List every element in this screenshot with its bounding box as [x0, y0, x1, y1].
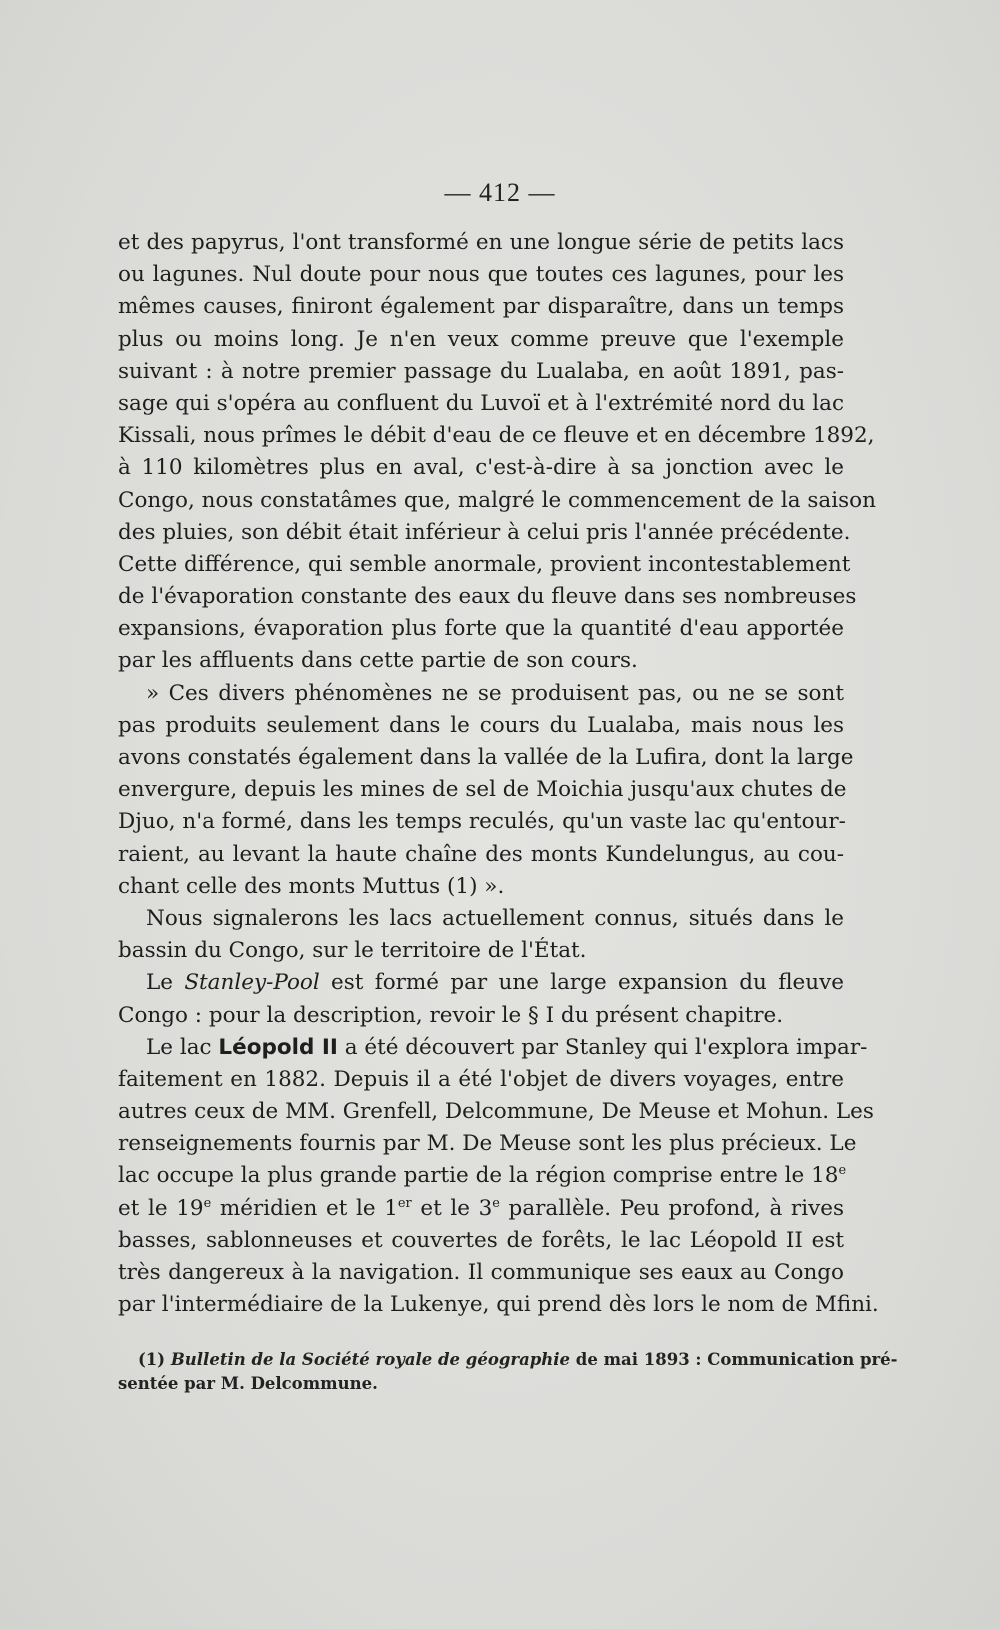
text-line-19: Djuo, n'a formé, dans les temps reculés, qu'un vaste lac qu'entour-: [118, 809, 846, 835]
meridian2-c: et le 3: [411, 1195, 493, 1221]
meridian2-sup1: e: [203, 1195, 212, 1211]
text-line-13: expansions, évaporation plus forte que la quantité d'eau apportée: [118, 616, 844, 642]
text-line-11: Cette différence, qui semble anormale, provient incontestablement: [118, 551, 851, 577]
text-line-1: et des papyrus, l'ont transformé en une longue série de petits lacs: [118, 230, 844, 255]
leopold-line-2: faitement en 1882. Depuis il a été l'objet de divers voyages, entre: [118, 1066, 844, 1092]
text-line-17: avons constatés également dans la vallée de la Lufira, dont la large: [118, 745, 854, 770]
leopold-line: [118, 1032, 868, 1064]
text-line-23: bassin du Congo, sur le territoire de l'État.: [118, 938, 587, 964]
text-line-15: » Ces divers phénomènes ne se produisent pas, ou ne se sont: [146, 680, 844, 706]
meridian-line-1: [118, 1160, 847, 1192]
text-line-8: à 110 kilomètres plus en aval, c'est-à-dire à sa jonction avec le: [118, 455, 844, 481]
meridian2-sup2: er: [397, 1195, 412, 1211]
footnote: [118, 1348, 898, 1396]
text-line-14: par les affluents dans cette partie de son cours.: [118, 648, 638, 674]
stanley-pre: Le: [146, 970, 185, 996]
footnote-line-2: sentée par M. Delcommune.: [118, 1374, 378, 1393]
text-line-7: Kissali, nous prîmes le débit d'eau de ce fleuve et en décembre 1892,: [118, 423, 875, 449]
leopold-name: Léopold II: [218, 1034, 338, 1060]
text-line-3: mêmes causes, finiront également par disparaître, dans un temps: [118, 294, 844, 320]
footnote-rest: de mai 1893 : Communication pré-: [570, 1350, 898, 1369]
footnote-marker: (1): [138, 1350, 171, 1369]
text-line-5: suivant : à notre premier passage du Lualaba, en août 1891, pas-: [118, 358, 844, 384]
stanley-post: est formé par une large expansion du fleuve: [319, 970, 844, 996]
text-line-12: de l'évaporation constante des eaux du fleuve dans ses nombreuses: [118, 584, 857, 610]
final-line-3: par l'intermédiaire de la Lukenye, qui prend dès lors le nom de Mfini.: [118, 1292, 879, 1318]
meridian-sup: e: [838, 1163, 847, 1179]
stanley-pool-name: Stanley-Pool: [184, 970, 320, 996]
text-line-20: raient, au levant la haute chaîne des monts Kundelungus, au cou-: [118, 841, 844, 867]
meridian2-b: méridien et le 1: [211, 1195, 398, 1221]
text-line-21: chant celle des monts Muttus (1) ».: [118, 873, 505, 899]
text-line-6: sage qui s'opéra au confluent du Luvoï et à l'extrémité nord du lac: [118, 390, 844, 416]
meridian2-sup3: e: [492, 1195, 500, 1211]
leopold-pre: Le lac: [146, 1034, 219, 1060]
stanley-pool-line-2: Congo : pour la description, revoir le § I du présent chapitre.: [118, 1002, 784, 1028]
leopold-post: a été découvert par Stanley qui l'explora impar-: [337, 1034, 868, 1060]
final-line-2: très dangereux à la navigation. Il communique ses eaux au Congo: [118, 1260, 844, 1285]
meridian-line-2: [118, 1193, 844, 1225]
text-line-16: pas produits seulement dans le cours du Lualaba, mais nous les: [118, 712, 844, 738]
text-line-18: envergure, depuis les mines de sel de Moichia jusqu'aux chutes de: [118, 777, 847, 803]
footnote-title: Bulletin de la Société royale de géographie: [170, 1350, 571, 1369]
text-line-10: des pluies, son débit était inférieur à celui pris l'année précédente.: [118, 519, 851, 545]
final-line-1: basses, sablonneuses et couvertes de forêts, le lac Léopold II est: [118, 1227, 844, 1253]
text-line-4: plus ou moins long. Je n'en veux comme preuve que l'exemple: [118, 326, 844, 352]
meridian2-d: parallèle. Peu profond, à rives: [499, 1195, 844, 1221]
stanley-pool-line: [118, 967, 844, 999]
page-number: — 412 —: [444, 178, 556, 207]
meridian-text: lac occupe la plus grande partie de la région comprise entre le 18: [118, 1163, 839, 1189]
text-line-2: ou lagunes. Nul doute pour nous que toutes ces lagunes, pour les: [118, 262, 844, 288]
leopold-line-4: renseignements fournis par M. De Meuse sont les plus précieux. Le: [118, 1131, 857, 1157]
footnote-line-1: [118, 1348, 898, 1372]
text-line-22: Nous signalerons les lacs actuellement connus, situés dans le: [146, 905, 844, 931]
body-text: [118, 227, 879, 1321]
text-line-9: Congo, nous constatâmes que, malgré le commencement de la saison: [118, 487, 876, 513]
meridian2-a: et le 19: [118, 1195, 204, 1221]
leopold-line-3: autres ceux de MM. Grenfell, Delcommune, De Meuse et Mohun. Les: [118, 1099, 874, 1125]
